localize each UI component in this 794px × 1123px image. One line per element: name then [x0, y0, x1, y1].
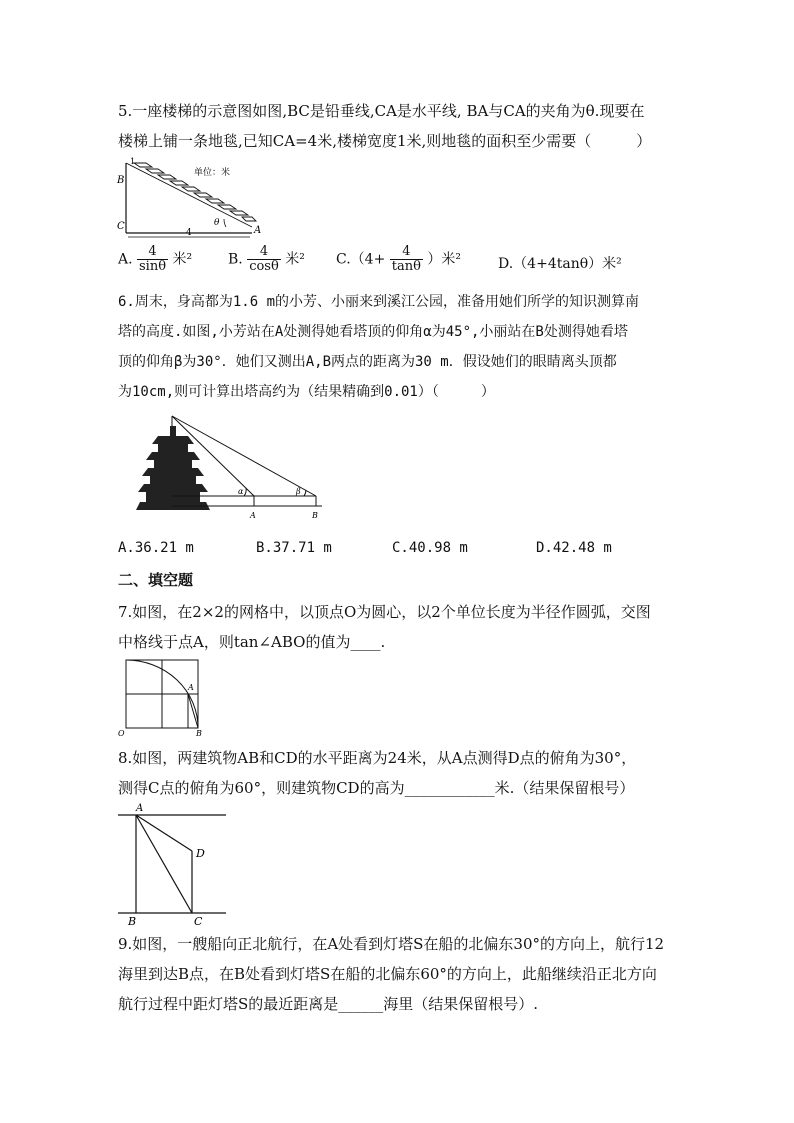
q5-option-b	[228, 245, 305, 274]
q5-fig-unit: 单位：米	[194, 168, 231, 178]
q8-line-2: 测得C点的俯角为60°，则建筑物CD的高为____________米.（结果保留根号）	[118, 779, 635, 797]
q6-tower-figure	[136, 410, 328, 522]
q6-line-2: 塔的高度.如图,小芳站在A处测得她看塔顶的仰角α为45°,小丽站在B处测得她看塔	[118, 324, 628, 340]
q5-option-b-fraction	[247, 245, 281, 274]
q6-option-b: B.37.71 m	[256, 540, 332, 556]
q7-line-1: 7.如图，在2×2的网格中，以顶点O为圆心，以2个单位长度为半径作圆弧，交图	[118, 603, 651, 621]
q5-stair-figure	[114, 155, 266, 241]
q5-option-b-numerator: 4	[247, 245, 281, 260]
q8-fig-label-b: B	[128, 915, 137, 928]
q5-line-1: 5.一座楼梯的示意图如图,BC是铅垂线,CA是水平线, BA与CA的夹角为θ.现要在	[118, 102, 645, 120]
q5-option-a-prefix: A.	[118, 251, 133, 268]
q5-option-a	[118, 245, 192, 274]
q6-fig-label-b: B	[312, 511, 318, 520]
q6-fig-label-a: A	[250, 511, 256, 520]
q6-option-c: C.40.98 m	[392, 540, 468, 556]
q6-line-3: 顶的仰角β为30°．她们又测出A,B两点的距离为30 m．假设她们的眼睛离头顶都	[118, 354, 617, 370]
q7-fig-label-a: A	[188, 683, 194, 692]
q5-fig-label-1: 1	[130, 157, 136, 166]
q5-option-a-numerator: 4	[137, 245, 168, 260]
section-title-fill-in: 二、填空题	[118, 571, 194, 589]
q5-option-c	[336, 245, 461, 274]
q5-option-b-suffix: 米²	[285, 251, 305, 268]
q8-fig-label-a: A	[136, 803, 144, 814]
q9-line-2: 海里到达B点，在B处看到灯塔S在船的北偏东60°的方向上，此船继续沿正北方向	[118, 965, 657, 983]
q5-option-c-suffix: ）米²	[427, 251, 462, 268]
q5-option-a-denominator: sinθ	[139, 259, 167, 274]
q9-line-3: 航行过程中距灯塔S的最近距离是______海里（结果保留根号）.	[118, 995, 539, 1013]
q5-fig-label-c: C	[117, 221, 125, 232]
q6-fig-label-alpha: α	[238, 487, 244, 496]
q5-option-c-fraction	[390, 245, 423, 274]
q5-line-2: 楼梯上铺一条地毯,已知CA=4米,楼梯宽度1米,则地毯的面积至少需要（ ）	[118, 132, 652, 150]
q5-fig-label-b: B	[117, 175, 125, 186]
q5-fig-label-a: A	[254, 225, 262, 236]
q8-fig-label-d: D	[196, 847, 205, 860]
q7-fig-label-o: O	[118, 729, 125, 738]
q5-option-b-denominator: cosθ	[249, 259, 279, 274]
q6-line-1: 6.周末，身高都为1.6 m的小芳、小丽来到溪江公园，准备用她们所学的知识测算南	[118, 294, 639, 310]
q6-option-a: A.36.21 m	[118, 540, 194, 556]
q5-option-a-fraction	[137, 245, 168, 274]
q5-option-c-denominator: tanθ	[391, 259, 421, 274]
q5-option-b-prefix: B.	[228, 251, 243, 268]
q5-option-a-suffix: 米²	[172, 251, 193, 268]
q8-buildings-figure	[116, 801, 228, 929]
q5-fig-label-4: 4	[186, 228, 192, 238]
q6-fig-label-beta: β	[296, 487, 301, 496]
q9-line-1: 9.如图，一艘船向正北航行，在A处看到灯塔S在船的北偏东30°的方向上，航行12	[118, 935, 665, 953]
q6-line-4: 为10cm,则可计算出塔高约为（结果精确到0.01）（ ）	[118, 384, 495, 400]
q8-fig-label-c: C	[194, 915, 203, 928]
q7-grid-figure	[116, 656, 212, 738]
q7-fig-label-b: B	[196, 729, 202, 738]
q5-option-c-prefix: C.（4+	[336, 251, 386, 268]
q7-line-2: 中格线于点A，则tan∠ABO的值为____.	[118, 633, 386, 651]
q5-option-c-numerator: 4	[390, 245, 423, 260]
q5-option-d: D.（4+4tanθ）米²	[498, 256, 622, 272]
q8-line-1: 8.如图，两建筑物AB和CD的水平距离为24米，从A点测得D点的俯角为30°，	[118, 749, 637, 767]
q6-option-d: D.42.48 m	[536, 540, 612, 556]
q5-fig-label-theta: θ	[214, 218, 220, 228]
